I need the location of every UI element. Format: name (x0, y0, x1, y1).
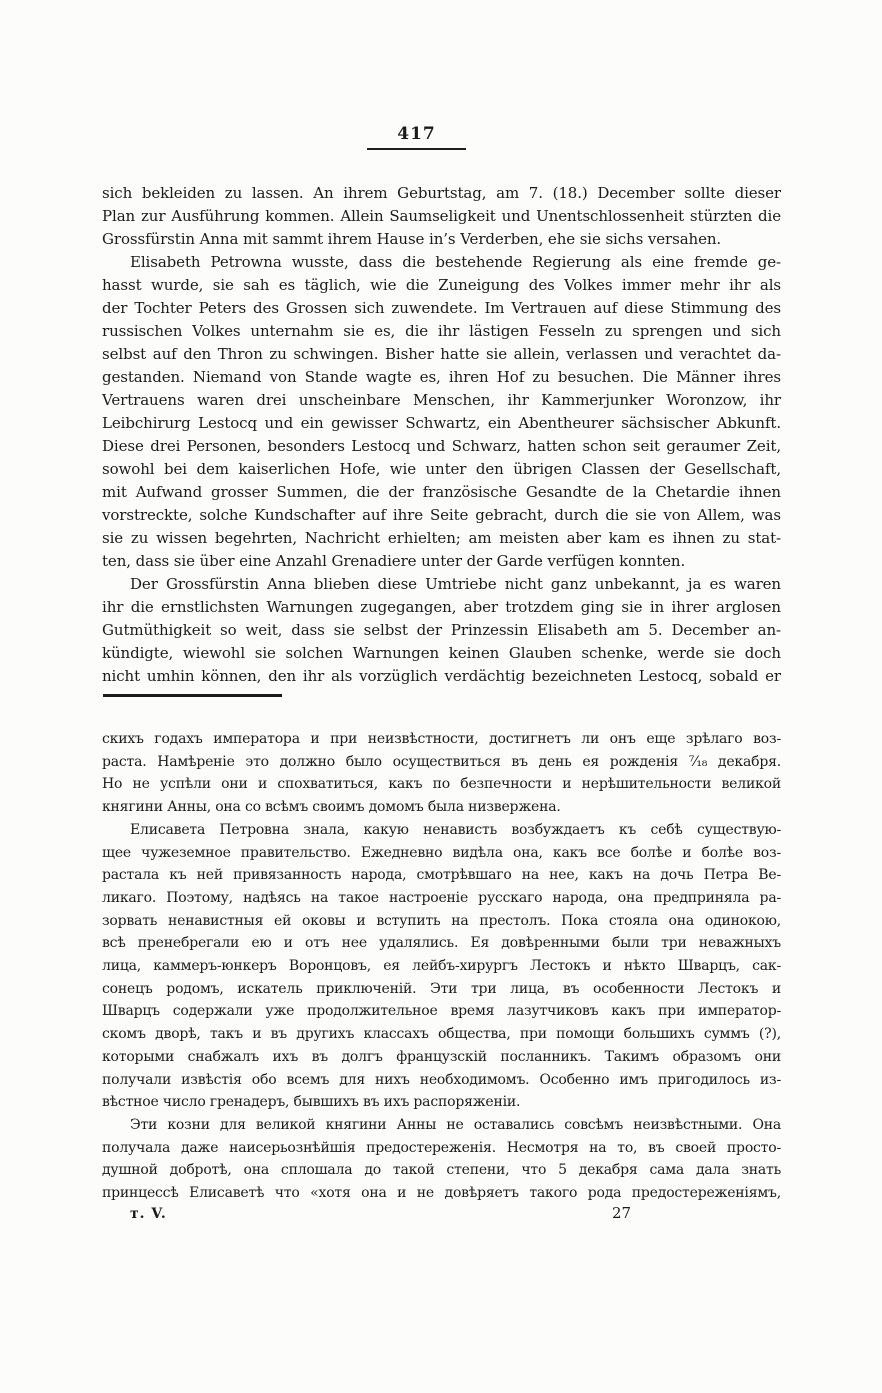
text-line: Шварцъ содержали уже продолжительное время лазутчиковъ какъ при император- (102, 1003, 781, 1020)
text-line: Diese drei Personen, besonders Lestocq und Schwarz, hatten schon seit geraumer Zeit, (102, 437, 781, 455)
text-line: сонецъ родомъ, искатель приключеній. Эти три лица, въ особенности Лестокъ и (102, 980, 781, 997)
text-line: sie zu wissen begehrten, Nachricht erhielten; am meisten aber kam es ihnen zu stat- (102, 529, 781, 547)
text-line: душной добротѣ, она сплошала до такой степени, что 5 декабря сама дала знать (102, 1162, 781, 1179)
paragraph (102, 728, 781, 819)
page-header (102, 124, 781, 150)
text-line: ten, dass sie über eine Anzahl Grenadiere unter der Garde verfügen konnten. (102, 552, 686, 570)
footer-volume-label: т. V. (130, 1206, 167, 1222)
paragraph (102, 251, 781, 573)
text-line: скихъ годахъ императора и при неизвѣстности, достигнетъ ли онъ еще зрѣлаго воз- (102, 731, 781, 747)
text-line: vorstreckte, solche Kundschafter auf ihre Seite gebracht, durch die sie von Allem, was (102, 506, 781, 524)
text-line: Der Grossfürstin Anna blieben diese Umtriebe nicht ganz unbekannt, ja es waren (130, 575, 781, 593)
text-line: княгини Анны, она со всѣмъ своимъ домомъ была низвержена. (102, 799, 561, 816)
footnote-separator-rule (103, 694, 282, 697)
text-line: Эти козни для великой княгини Анны не оставались совсѣмъ неизвѣстными. Она (130, 1116, 781, 1133)
text-line: принцессѣ Елисаветѣ что «хотя она и не довѣряетъ такого рода предостереженіямъ, (102, 1185, 781, 1202)
text-line: mit Aufwand grosser Summen, die der französische Gesandte de la Chetardie ihnen (102, 483, 781, 501)
text-line: russischen Volkes unternahm sie es, die ihr lästigen Fesseln zu sprengen und sich (102, 322, 781, 340)
text-line: sich bekleiden zu lassen. An ihrem Geburtstag, am 7. (18.) December sollte dieser (102, 184, 781, 202)
german-text-section (102, 182, 781, 688)
text-line: kündigte, wiewohl sie solchen Warnungen keinen Glauben schenke, werde sie doch (102, 644, 781, 662)
page-footer (102, 1206, 781, 1230)
text-line: получала даже наисерьознѣйшія предостереженія. Несмотря на то, въ своей просто- (102, 1139, 781, 1156)
text-line: щее чужеземное правительство. Ежедневно видѣла она, какъ все болѣе и болѣе воз- (102, 844, 781, 861)
text-line: лица, каммеръ-юнкеръ Воронцовъ, ея лейбъ-хирургъ Лестокъ и нѣкто Шварцъ, сак- (102, 958, 781, 975)
text-line: ihr die ernstlichsten Warnungen zugegangen, aber trotzdem ging sie in ihrer arglosen (102, 598, 781, 616)
text-line: Елисавета Петровна знала, какую ненависть возбуждаетъ къ себѣ существую- (130, 821, 781, 838)
footer-page-mark: 27 (612, 1204, 632, 1222)
text-line: Vertrauens waren drei unscheinbare Menschen, ihr Kammerjunker Woronzow, ihr (102, 391, 781, 409)
text-line: hasst wurde, sie sah es täglich, wie die Zuneigung des Volkes immer mehr ihr als (102, 276, 781, 294)
text-line: Grossfürstin Anna mit sammt ihrem Hause in’s Verderben, ehe sie sichs versahen. (102, 230, 722, 248)
text-line: Plan zur Ausführung kommen. Allein Saumseligkeit und Unentschlossenheit stürzten die (102, 207, 781, 225)
text-line: получали извѣстія обо всемъ для нихъ необходимомъ. Особенно имъ пригодилось из- (102, 1071, 781, 1088)
paragraph (102, 573, 781, 688)
text-line: вѣстное число гренадеръ, бывшихъ въ ихъ распоряженіи. (102, 1094, 521, 1111)
paragraph (102, 819, 781, 1114)
text-line: ликаго. Поэтому, надѣясь на такое настроеніе русскаго народа, она предприняла ра- (102, 889, 781, 906)
text-line: раста. Намѣреніе это должно было осуществиться въ день ея рожденія ⁷⁄₁₈ декабря. (102, 753, 781, 770)
text-line: скомъ дворѣ, такъ и въ другихъ классахъ общества, при помощи большихъ суммъ (?), (102, 1026, 781, 1043)
text-line: растала къ ней привязанность народа, смотрѣвшаго на нее, какъ на дочь Петра Ве- (102, 867, 781, 884)
text-line: selbst auf den Thron zu schwingen. Bisher hatte sie allein, verlassen und verachtet da- (102, 345, 781, 363)
text-line: Gutmüthigkeit so weit, dass sie selbst der Prinzessin Elisabeth am 5. December an- (102, 621, 781, 639)
paragraph (102, 182, 781, 251)
text-line: nicht umhin können, den ihr als vorzüglich verdächtig bezeichneten Lestocq, sobald er (102, 667, 781, 685)
text-line: Elisabeth Petrowna wusste, dass die bestehende Regierung als eine fremde ge- (130, 253, 781, 271)
text-line: Leibchirurg Lestocq und ein gewisser Schwartz, ein Abentheurer sächsischer Abkunft. (102, 414, 781, 432)
text-line: sowohl bei dem kaiserlichen Hofe, wie unter den übrigen Classen der Gesellschaft, (102, 460, 781, 478)
text-line: всѣ пренебрегали ею и отъ нее удалялись. Ея довѣренными были три неважныхъ (102, 935, 781, 952)
paragraph (102, 1114, 781, 1205)
russian-footnote-section (102, 728, 781, 1205)
text-line: Но не успѣли они и спохватиться, какъ по безпечности и нерѣшительности великой (102, 776, 781, 793)
page-number: 417 (367, 124, 466, 150)
text-line: зорвать ненавистныя ей оковы и вступить на престолъ. Пока стояла она одинокою, (102, 912, 781, 929)
text-line: которыми снабжалъ ихъ въ долгъ французскій посланникъ. Такимъ образомъ они (102, 1048, 781, 1065)
text-line: der Tochter Peters des Grossen sich zuwendete. Im Vertrauen auf diese Stimmung des (102, 299, 781, 317)
text-line: gestanden. Niemand von Stande wagte es, ihren Hof zu besuchen. Die Männer ihres (102, 368, 781, 386)
